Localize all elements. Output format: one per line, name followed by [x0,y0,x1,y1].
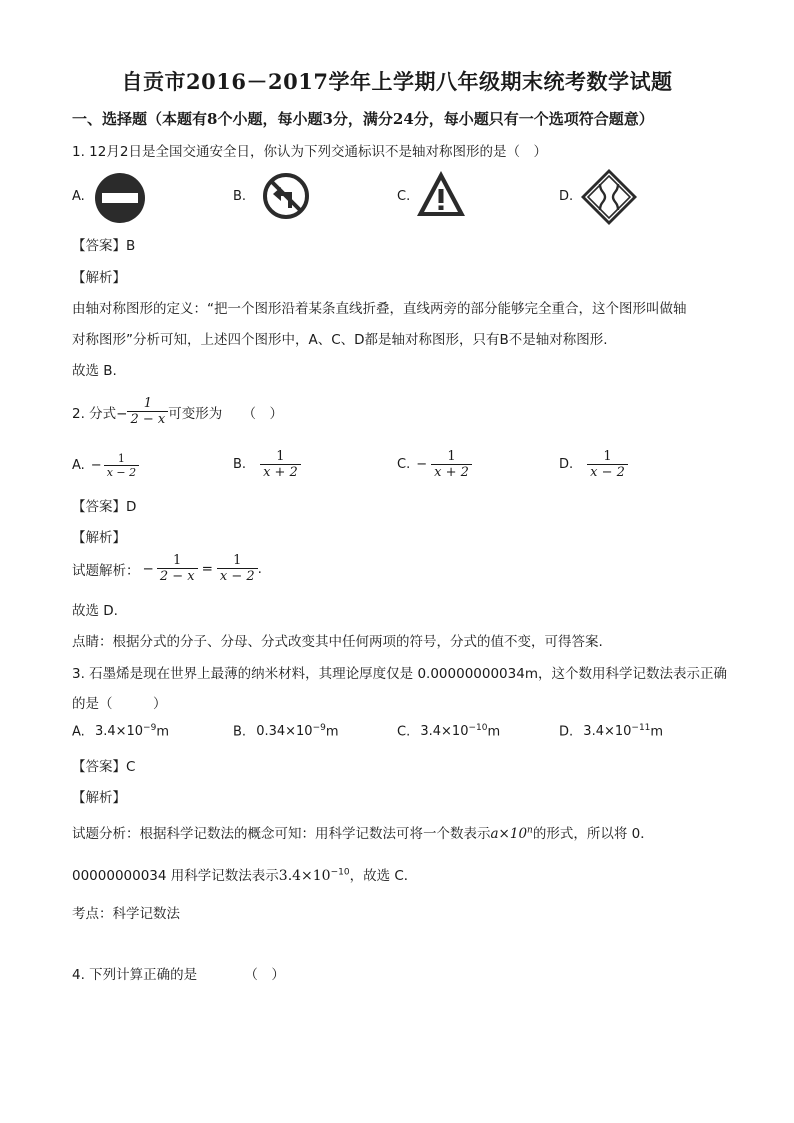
fraction-denominator: x + 2 [431,464,472,480]
option-unit: m [487,724,501,740]
option-unit: m [650,724,664,740]
q1-answer: 【答案】B [72,238,136,254]
option-unit: m [325,724,339,740]
q3-answer: 【答案】C [72,759,136,775]
road-narrows-sign-icon [580,168,638,226]
detail-text: ，故选 C． [349,868,418,884]
warning-triangle-sign-icon [415,169,467,219]
math-expression: a×10 [490,826,528,842]
no-entry-sign-icon [94,172,146,224]
fraction-denominator: 2 − x [157,568,198,584]
option-label: D. [559,724,574,740]
detail-text: 试题分析：根据科学记数法的概念可知：用科学记数法可将一个数表示 [72,826,491,842]
detail-fraction-right [217,553,258,584]
fraction-denominator: x − 2 [104,465,139,479]
q2-choose: 故选 D. [72,603,118,619]
question-4-stem: 4. 下列计算正确的是 （ ） [72,967,285,983]
period: . [257,560,262,577]
q3-analysis-line-2 [72,864,417,884]
q2-stem-suffix: 可变形为 （ ） [168,405,283,422]
minus-sign: − [416,457,428,472]
option-exponent: −11 [631,723,651,733]
detail-fraction-left [157,553,198,584]
q2-analysis-label: 【解析】 [72,530,126,546]
section-heading: 一、选择题（本题有8个小题，每小题3分，满分24分，每小题只有一个选项符合题意） [72,110,654,128]
fraction-numerator: 1 [117,452,125,465]
math-expression: 3.4×10 [278,868,331,884]
q3-option-c [397,723,500,739]
option-unit: m [156,724,169,740]
question-3-stem-line-2: 的是（ ） [72,696,167,712]
option-label: D. [559,457,574,472]
q3-option-d [559,723,663,739]
fraction-numerator: 1 [173,553,182,568]
fraction-numerator: 1 [233,553,242,568]
fraction-numerator: 1 [447,449,456,464]
q3-kaodian: 考点：科学记数法 [72,906,180,922]
q1-option-a-label: A. [72,189,85,204]
fraction-denominator: x − 2 [587,464,628,480]
detail-text: 的形式，所以将 0． [532,826,654,842]
option-label: B. [233,457,247,472]
option-label: B. [233,724,247,740]
q3-option-b [233,723,339,739]
option-exponent: −9 [312,723,326,733]
option-base: 3.4×10 [420,724,469,740]
minus-sign: − [90,458,102,473]
option-exponent: −10 [468,723,488,733]
detail-prefix: 试题解析： [72,562,140,579]
option-fraction [104,452,139,479]
q2-stem-fraction [127,396,168,427]
q1-analysis-line-2: 对称图形”分析可知，上述四个图形中，A、C、D都是轴对称图形，只有B不是轴对称图形. [72,332,608,348]
q1-choose: 故选 B. [72,363,117,379]
q2-analysis-detail [72,553,262,584]
q1-analysis-label: 【解析】 [72,270,126,286]
q2-answer: 【答案】D [72,499,137,515]
q2-stem-prefix: 2. 分式− [72,405,128,422]
q1-analysis-line-1: 由轴对称图形的定义：“把一个图形沿着某条直线折叠，直线两旁的部分能够完全重合，这个图形叫做轴 [72,301,687,317]
q1-option-c-label: C. [397,189,411,204]
fraction-numerator: 1 [603,449,612,464]
option-label: A. [72,458,85,473]
option-exponent: −9 [143,723,157,733]
q3-analysis-label: 【解析】 [72,790,126,806]
fraction-numerator: 1 [143,396,152,411]
q1-option-d-label: D. [559,189,574,204]
fraction-denominator: x − 2 [217,568,258,584]
fraction-denominator: x + 2 [260,464,301,480]
question-1-stem: 1. 12月2日是全国交通安全日，你认为下列交通标识不是轴对称图形的是（ ） [72,144,547,160]
q2-option-d [559,449,628,480]
math-exponent: −10 [330,867,350,878]
page-title: 自贡市2016－2017学年上学期八年级期末统考数学试题 [121,69,673,94]
question-2-stem [72,396,283,427]
math-exponent: n [527,825,533,836]
minus-sign: − [142,560,154,577]
fraction-numerator: 1 [276,449,285,464]
option-fraction [431,449,472,480]
q2-option-a [72,452,139,479]
option-fraction [260,449,301,480]
no-left-turn-sign-icon [262,172,310,220]
option-fraction [587,449,628,480]
q2-option-b [233,449,301,480]
option-base: 0.34×10 [256,724,313,740]
question-3-stem-line-1: 3. 石墨烯是现在世界上最薄的纳米材料，其理论厚度仅是 0.00000000034m，这个数用科学记数法表示正确 [72,666,727,682]
option-label: A. [72,724,85,740]
option-label: C. [397,457,411,472]
equals-sign: = [201,560,213,577]
q2-comment: 点睛：根据分式的分子、分母、分式改变其中任何两项的符号，分式的值不变，可得答案. [72,634,603,650]
option-base: 3.4×10 [94,724,144,740]
option-label: C. [397,724,411,740]
option-base: 3.4×10 [583,724,632,740]
fraction-denominator: 2 − x [127,411,168,427]
q3-analysis-line-1 [72,822,654,842]
detail-text: 00000000034 用科学记数法表示 [72,868,279,884]
q1-option-b-label: B. [233,189,247,204]
q3-option-a [72,723,169,739]
q2-option-c [397,449,472,480]
